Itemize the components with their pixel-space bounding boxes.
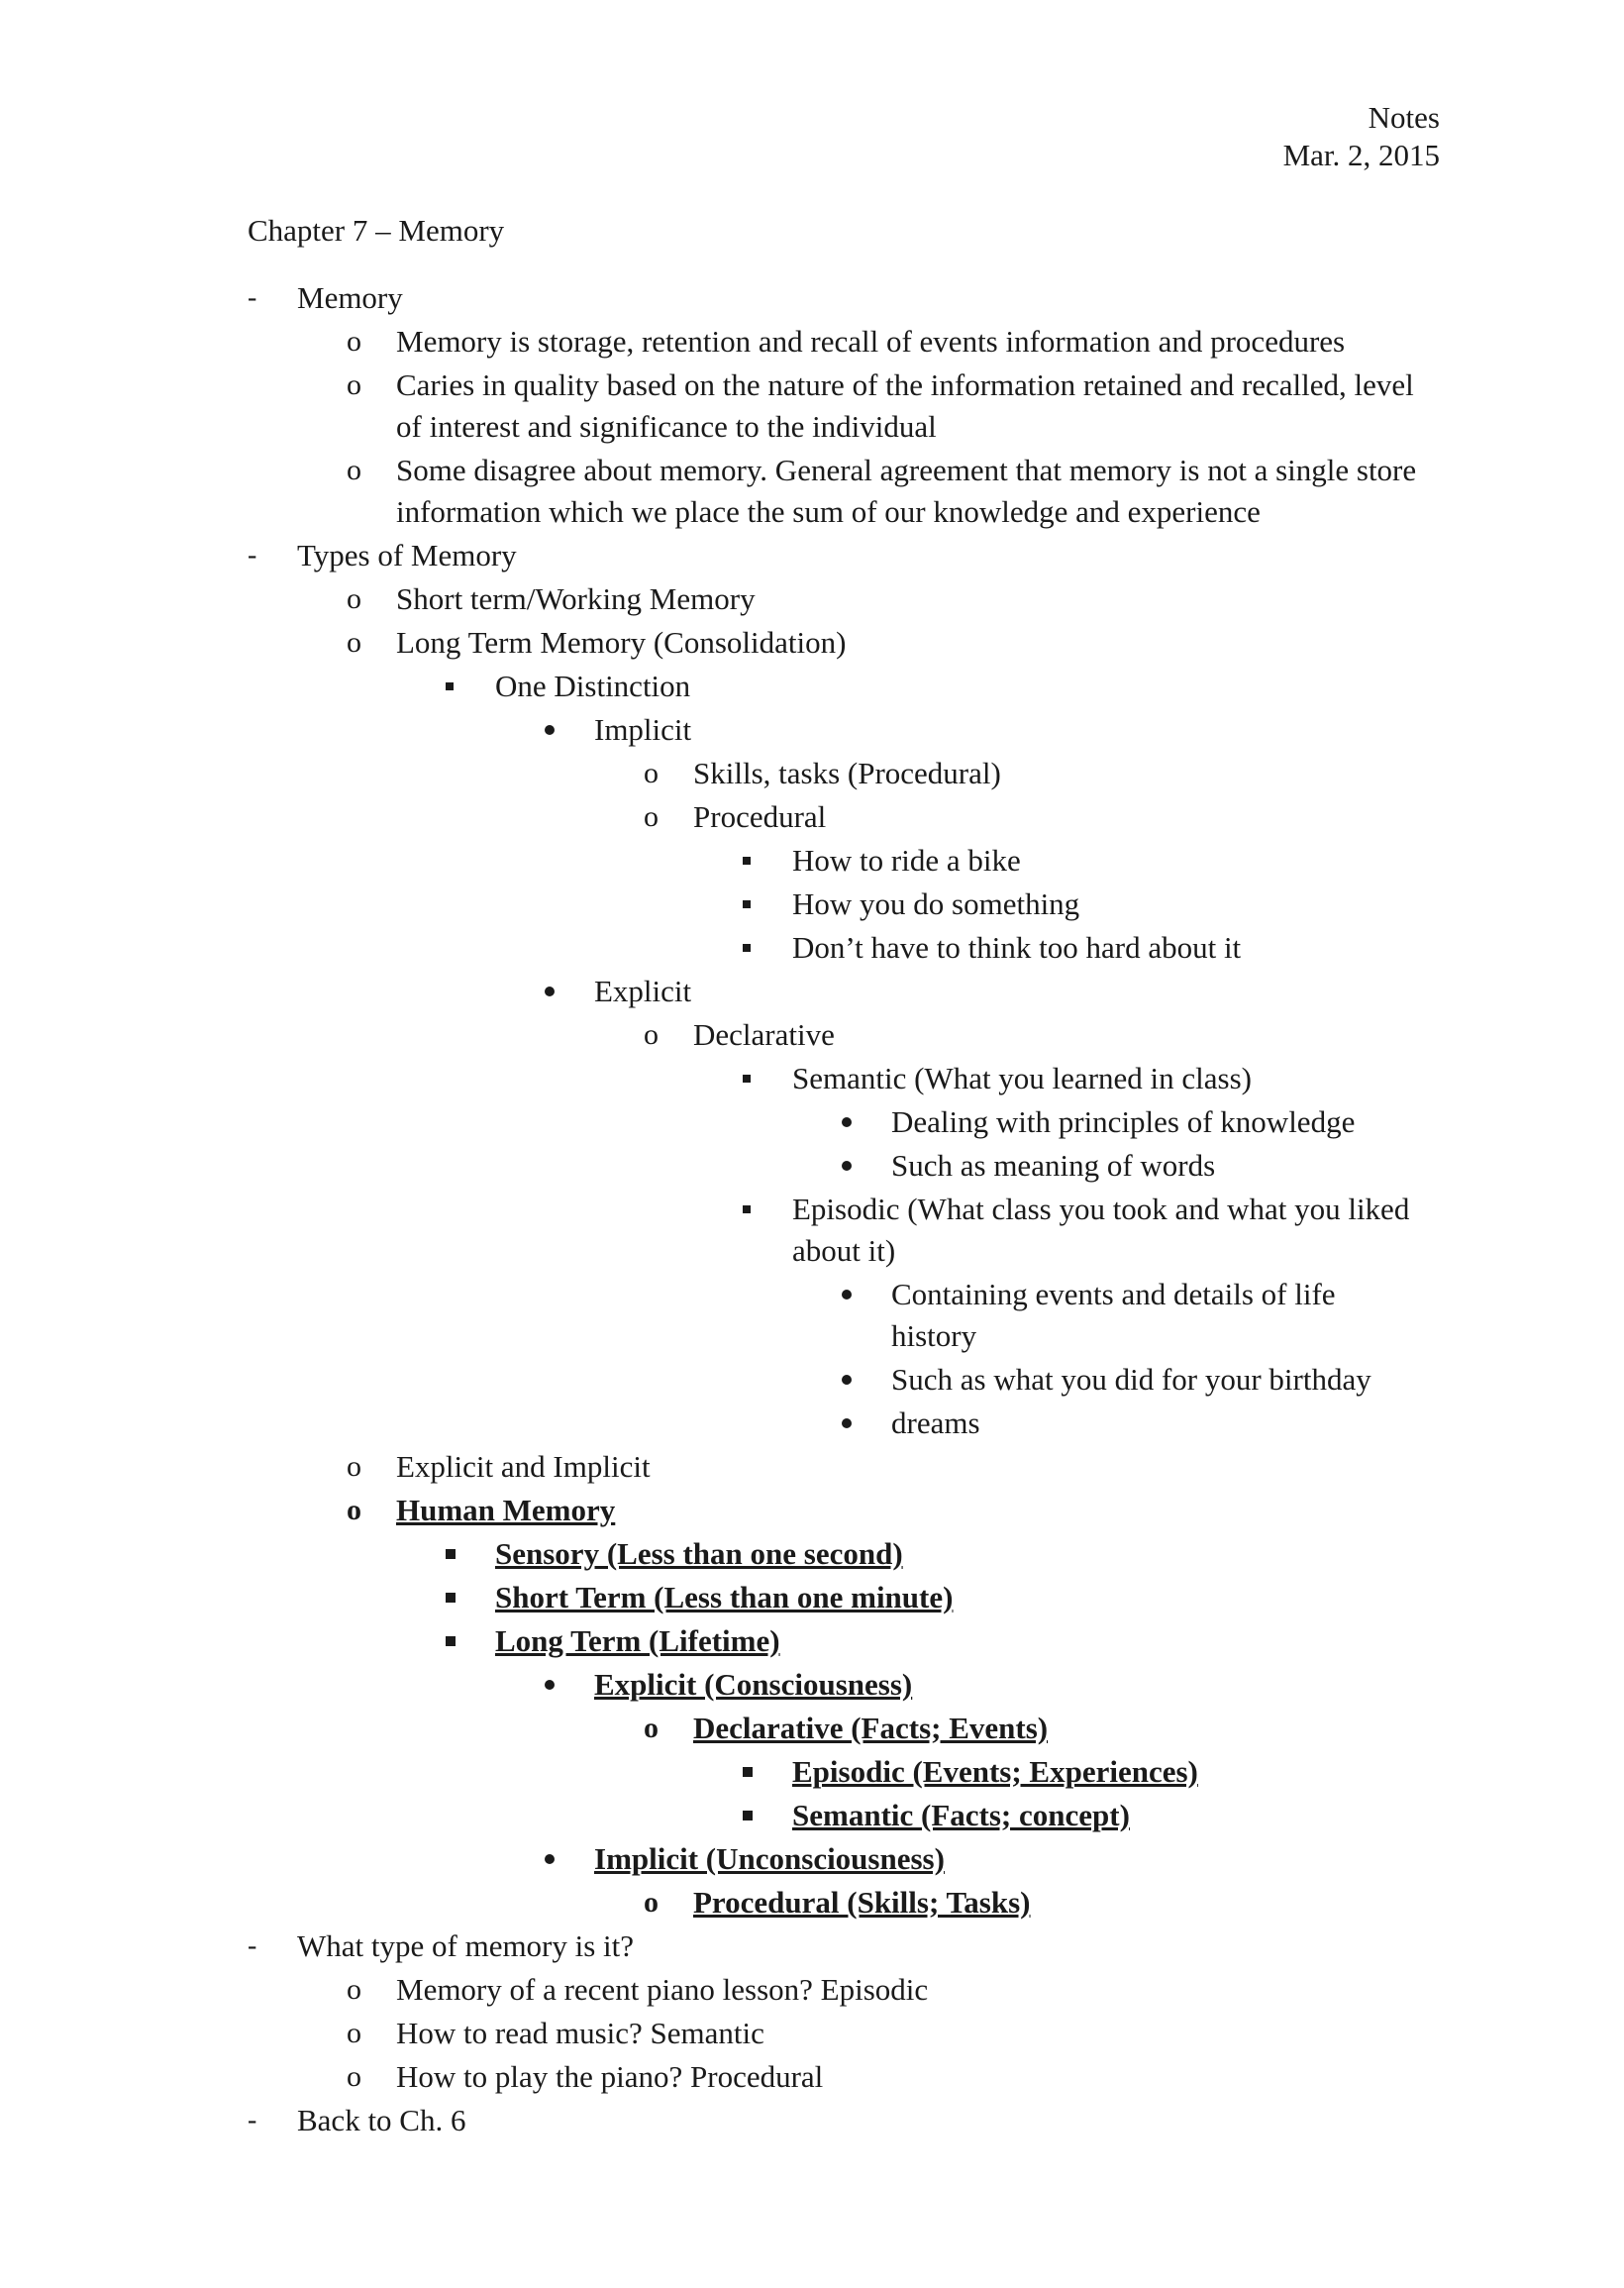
outline-item-text: What type of memory is it?: [297, 1928, 635, 1963]
outline-item-text: Sensory (Less than one second): [495, 1536, 903, 1571]
outline-item: [0, 1058, 1624, 1099]
outline-item: [0, 1664, 1624, 1706]
circle-bullet-icon: o: [644, 800, 659, 833]
square-bullet-icon: [743, 944, 751, 952]
page-header: [1283, 99, 1440, 174]
circle-bullet-icon: o: [347, 325, 361, 358]
outline-item-text: Implicit: [594, 712, 692, 747]
outline-item-text: Long Term (Lifetime): [495, 1623, 780, 1658]
outline-item: [0, 927, 1624, 969]
outline-item-text: Short term/Working Memory: [396, 581, 756, 616]
outline-item: [0, 1620, 1624, 1662]
outline-item-text: Declarative: [693, 1017, 835, 1052]
dash-bullet-icon: -: [248, 2105, 257, 2135]
outline-item: [0, 1189, 1624, 1272]
square-bullet-icon: [743, 1075, 751, 1083]
outline-item-text: Declarative (Facts; Events): [693, 1711, 1049, 1745]
outline-item: [0, 277, 1624, 319]
chapter-title: Chapter 7 – Memory: [248, 213, 505, 248]
outline-item-text: Human Memory: [396, 1493, 616, 1527]
outline-item: [0, 1795, 1624, 1836]
outline-item: [0, 1014, 1624, 1056]
circle-bullet-icon: o: [347, 368, 361, 401]
outline-item-text: How to ride a bike: [792, 843, 1021, 878]
outline-item-text: Don’t have to think too hard about it: [792, 930, 1242, 965]
header-date: Mar. 2, 2015: [1282, 138, 1440, 172]
dash-bullet-icon: -: [248, 282, 257, 313]
outline-item: [0, 1101, 1624, 1143]
outline-item: [0, 709, 1624, 751]
square-bullet-icon: [743, 1767, 753, 1777]
outline-item-text: Some disagree about memory. General agreement that memory is not a single store information which we place the sum of our knowledge and experience: [396, 453, 1417, 529]
outline-item: [0, 535, 1624, 576]
circle-bullet-icon: o: [347, 626, 361, 659]
dot-bullet-icon: [842, 1375, 852, 1385]
circle-bullet-icon: o: [347, 582, 361, 615]
square-bullet-icon: [743, 1811, 753, 1820]
outline-item-text: Short Term (Less than one minute): [495, 1580, 954, 1614]
outline-item: [0, 1533, 1624, 1575]
outline-item-text: Skills, tasks (Procedural): [693, 756, 1001, 790]
square-bullet-icon: [743, 900, 751, 908]
outline-item: [0, 1969, 1624, 2011]
dot-bullet-icon: [842, 1290, 852, 1300]
outline-item-text: Containing events and details of life history: [891, 1277, 1336, 1353]
circle-bullet-icon: o: [347, 454, 361, 486]
outline-item-text: Such as meaning of words: [891, 1148, 1216, 1183]
circle-bullet-icon: o: [347, 1450, 361, 1483]
outline-item-text: Caries in quality based on the nature of the information retained and recalled, level of interest and significance to the individual: [396, 367, 1414, 444]
outline-item: [0, 1925, 1624, 1967]
dot-bullet-icon: [545, 725, 555, 735]
circle-bullet-icon: o: [644, 1712, 659, 1744]
outline-item-text: Memory: [297, 280, 403, 315]
outline-item: [0, 1882, 1624, 1924]
outline-item: [0, 1403, 1624, 1444]
outline-item-text: Memory is storage, retention and recall of events information and procedures: [396, 324, 1346, 359]
outline-item: [0, 2100, 1624, 2141]
outline-item-text: Types of Memory: [297, 538, 517, 572]
circle-bullet-icon: o: [347, 2017, 361, 2049]
outline-item-text: Back to Ch. 6: [297, 2103, 466, 2137]
outline-item: [0, 884, 1624, 925]
outline-item-text: Procedural: [693, 799, 827, 834]
outline-item: [0, 450, 1624, 533]
outline-item: [0, 1446, 1624, 1488]
dot-bullet-icon: [842, 1418, 852, 1428]
square-bullet-icon: [743, 857, 751, 865]
outline-item: [0, 753, 1624, 794]
circle-bullet-icon: o: [347, 2060, 361, 2093]
outline-item-text: Implicit (Unconsciousness): [594, 1841, 945, 1876]
outline-item-text: Procedural (Skills; Tasks): [693, 1885, 1031, 1920]
outline-item: [0, 971, 1624, 1012]
outline-item: [0, 1708, 1624, 1749]
outline-item: [0, 622, 1624, 664]
dash-bullet-icon: -: [248, 1930, 257, 1961]
outline-item-text: dreams: [891, 1405, 980, 1440]
circle-bullet-icon: o: [644, 757, 659, 789]
outline-item-text: Semantic (What you learned in class): [792, 1061, 1252, 1095]
square-bullet-icon: [446, 1636, 456, 1646]
outline-item-text: Explicit (Consciousness): [594, 1667, 913, 1702]
circle-bullet-icon: o: [644, 1886, 659, 1919]
outline-item: [0, 796, 1624, 838]
outline-item-text: Semantic (Facts; concept): [792, 1798, 1130, 1832]
dash-bullet-icon: -: [248, 540, 257, 571]
outline-item: [0, 666, 1624, 707]
outline-item: [0, 1359, 1624, 1401]
outline-item-text: One Distinction: [495, 669, 691, 703]
circle-bullet-icon: o: [347, 1494, 361, 1526]
outline-item-text: How to read music? Semantic: [396, 2016, 764, 2050]
outline-item: [0, 1751, 1624, 1793]
outline-item-text: How to play the piano? Procedural: [396, 2059, 824, 2094]
outline-item: [0, 1490, 1624, 1531]
dot-bullet-icon: [545, 1854, 555, 1864]
square-bullet-icon: [446, 1549, 456, 1559]
outline-item-text: How you do something: [792, 886, 1080, 921]
outline-item-text: Episodic (What class you took and what you liked about it): [792, 1192, 1410, 1268]
circle-bullet-icon: o: [644, 1018, 659, 1051]
outline-item-text: Explicit and Implicit: [396, 1449, 651, 1484]
outline-item-text: Episodic (Events; Experiences): [792, 1754, 1198, 1789]
header-label: Notes: [1368, 100, 1440, 135]
square-bullet-icon: [743, 1205, 751, 1213]
outline-item: [0, 1838, 1624, 1880]
outline-item-text: Memory of a recent piano lesson? Episodic: [396, 1972, 929, 2007]
outline-item: [0, 1577, 1624, 1618]
outline-item: [0, 364, 1624, 448]
dot-bullet-icon: [842, 1161, 852, 1171]
outline-item-text: Such as what you did for your birthday: [891, 1362, 1371, 1397]
outline-item-text: Long Term Memory (Consolidation): [396, 625, 847, 660]
dot-bullet-icon: [545, 1680, 555, 1690]
outline-item: [0, 2056, 1624, 2098]
dot-bullet-icon: [842, 1117, 852, 1127]
outline-item: [0, 1145, 1624, 1187]
outline-item-text: Dealing with principles of knowledge: [891, 1104, 1356, 1139]
outline-item: [0, 2013, 1624, 2054]
square-bullet-icon: [446, 682, 454, 690]
outline-item: [0, 578, 1624, 620]
outline-item: [0, 321, 1624, 363]
outline-item-text: Explicit: [594, 974, 692, 1008]
circle-bullet-icon: o: [347, 1973, 361, 2006]
dot-bullet-icon: [545, 987, 555, 996]
square-bullet-icon: [446, 1593, 456, 1603]
outline-item: [0, 840, 1624, 882]
outline-item: [0, 1274, 1624, 1357]
